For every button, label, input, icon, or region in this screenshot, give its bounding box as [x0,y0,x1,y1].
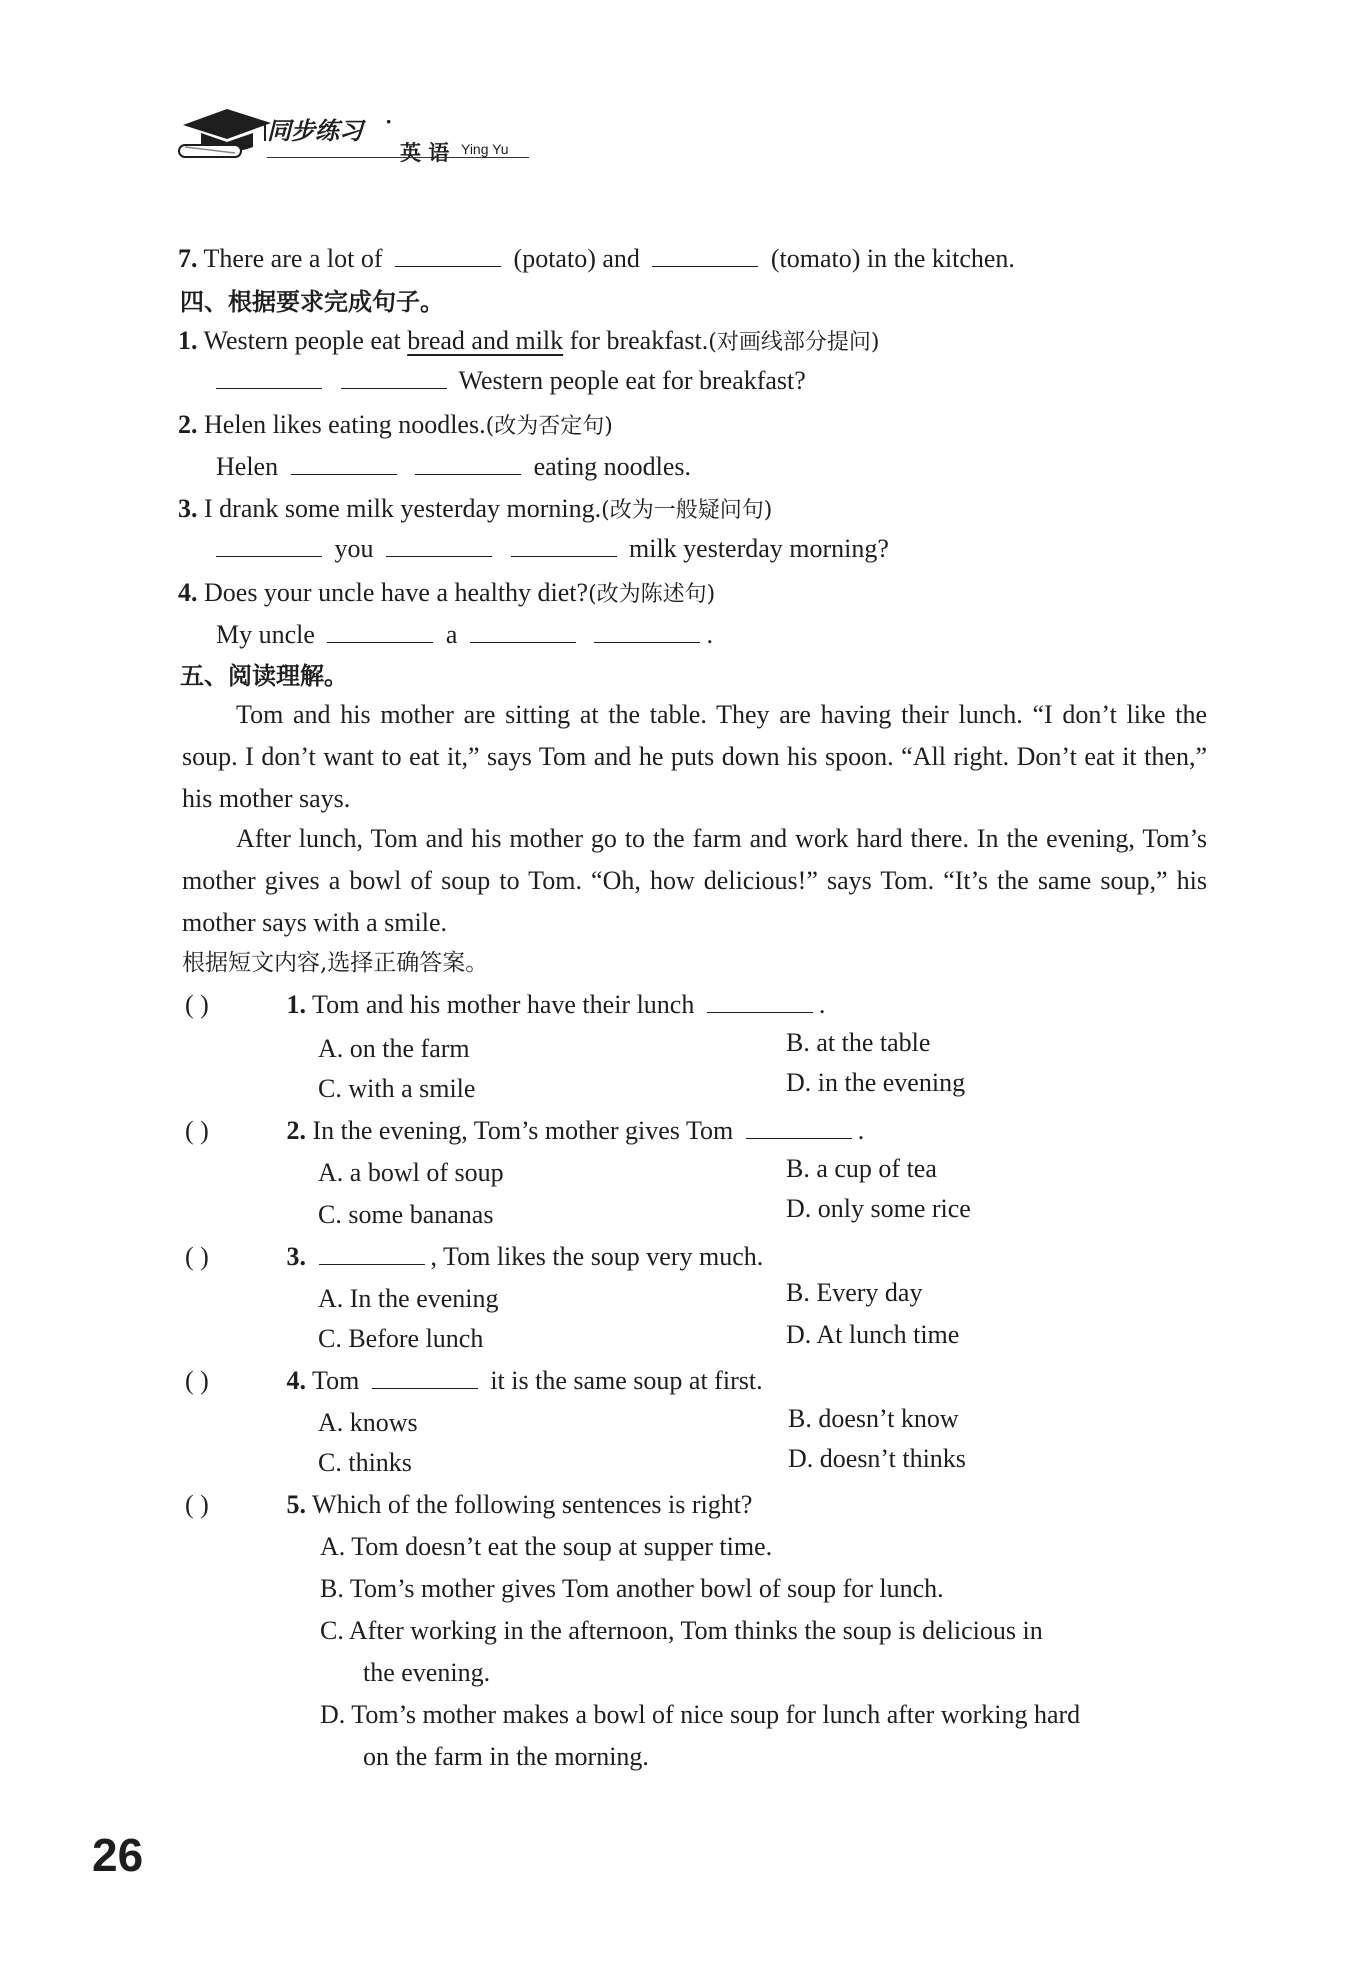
answer-blank[interactable] [511,538,617,557]
option-a[interactable]: A. In the evening [318,1284,499,1313]
answer-blank[interactable] [291,456,397,475]
stem-blank [319,1246,425,1265]
question-stem: . [857,1116,865,1145]
s4-answer-3 [210,536,889,562]
s4-item-4 [178,580,715,606]
answer-blank[interactable] [341,370,447,389]
question-stem: Which of the following sentences is right? [312,1490,753,1519]
stem-blank [372,1370,478,1389]
answer-text: Helen [216,452,279,481]
question-number: 5. [286,1490,306,1519]
option-c[interactable]: C. Before lunch [318,1324,484,1353]
answer-bracket[interactable]: ( ) [185,1366,209,1395]
question-text: (potato) and [513,244,640,273]
option-d[interactable]: D. At lunch time [786,1320,960,1349]
question-stem: , Tom likes the soup very much. [430,1242,764,1271]
subject-title: 英 语 [400,141,450,165]
graduation-cap-icon [175,95,275,167]
mc-question-4 [185,1368,763,1394]
s4-item-2 [178,412,613,438]
option-c-continued: the evening. [363,1658,491,1687]
option-a[interactable]: A. knows [318,1408,418,1437]
option-d[interactable]: D. only some rice [786,1194,971,1223]
answer-blank[interactable] [415,456,521,475]
question-number: 2. [178,410,198,439]
question-stem: . [818,990,826,1019]
option-c[interactable]: C. with a smile [318,1074,476,1103]
question-number: 1. [286,990,306,1019]
mc-question-2 [185,1118,864,1144]
reading-instruction: 根据短文内容,选择正确答案。 [182,950,489,976]
section-4-title: 四、根据要求完成句子。 [180,288,444,316]
question-text: Western people eat [203,326,401,355]
answer-text: My uncle [216,620,315,649]
answer-blank[interactable] [652,248,758,267]
s4-item-1 [178,328,879,354]
answer-blank[interactable] [594,624,700,643]
answer-blank[interactable] [216,538,322,557]
answer-blank[interactable] [470,624,576,643]
option-d[interactable]: D. in the evening [786,1068,966,1097]
s4-answer-4 [216,622,713,648]
option-d-continued: on the farm in the morning. [363,1742,649,1771]
question-number: 4. [286,1366,306,1395]
instruction-note: (改为陈述句) [588,582,716,607]
option-c[interactable]: C. some bananas [318,1200,494,1229]
mc-question-1 [185,992,825,1018]
option-a[interactable]: A. on the farm [318,1034,470,1063]
mc-question-3 [185,1244,763,1270]
question-text: There are a lot of [203,244,383,273]
page-number: 26 [92,1829,144,1881]
page-header [175,95,535,167]
question-text: I drank some milk yesterday morning. [204,494,602,523]
question-stem: Tom [312,1366,360,1395]
series-title: 同步练习 [267,117,363,145]
mc-question-5 [185,1492,752,1518]
question-number: 4. [178,578,198,607]
option-c[interactable]: C. thinks [318,1448,412,1477]
answer-text: eating noodles. [533,452,692,481]
section-5-title: 五、阅读理解。 [180,662,348,690]
reading-paragraph-2: After lunch, Tom and his mother go to the farm and work hard there. In the evening, Tom’s mother gives a bowl of soup to Tom. “Oh, how delicious!” says Tom. “It’s the same soup,” his mother says with a smile. [182,824,1207,937]
answer-blank[interactable] [386,538,492,557]
answer-text: Western people eat for breakfast? [458,366,806,395]
answer-blank[interactable] [395,248,501,267]
header-dot: · [385,109,393,134]
instruction-note: (改为否定句) [485,414,613,439]
option-a[interactable]: A. Tom doesn’t eat the soup at supper time. [320,1532,773,1561]
instruction-note: (改为一般疑问句) [601,498,773,523]
question-stem: Tom and his mother have their lunch [312,990,695,1019]
answer-blank[interactable] [327,624,433,643]
option-b[interactable]: B. doesn’t know [788,1404,959,1433]
s4-answer-2 [216,454,691,480]
subject-pinyin: Ying Yu [461,141,509,157]
answer-bracket[interactable]: ( ) [185,990,209,1019]
question-text: (tomato) in the kitchen. [770,244,1015,273]
underlined-phrase: bread and milk [407,326,564,355]
header-rule [267,157,529,158]
option-b[interactable]: B. Every day [786,1278,923,1307]
stem-blank [707,994,813,1013]
instruction-note: (对画线部分提问) [708,330,880,355]
option-c[interactable]: C. After working in the afternoon, Tom thinks the soup is delicious in [320,1616,1043,1645]
question-number: 1. [178,326,198,355]
option-d[interactable]: D. doesn’t thinks [788,1444,966,1473]
s4-answer-1 [210,368,806,394]
option-a[interactable]: A. a bowl of soup [318,1158,504,1187]
option-d[interactable]: D. Tom’s mother makes a bowl of nice soup for lunch after working hard [320,1700,1081,1729]
answer-text: . [706,620,713,649]
question-text: Helen likes eating noodles. [204,410,486,439]
option-b[interactable]: B. a cup of tea [786,1154,937,1183]
question-text: for breakfast. [569,326,709,355]
answer-bracket[interactable]: ( ) [185,1242,209,1271]
question-text: Does your uncle have a healthy diet? [204,578,589,607]
reading-paragraph-1: Tom and his mother are sitting at the table. They are having their lunch. “I don’t like the soup. I don’t want to eat it,” says Tom and he puts down his spoon. “All right. Don’t eat it then,” his mother says. [182,700,1207,813]
answer-text: you [334,534,374,563]
question-7 [178,246,1015,272]
option-b[interactable]: B. Tom’s mother gives Tom another bowl of soup for lunch. [320,1574,944,1603]
s4-item-3 [178,496,772,522]
question-number: 3. [286,1242,306,1271]
answer-text: a [445,620,458,649]
question-stem: it is the same soup at first. [490,1366,763,1395]
stem-blank [746,1120,852,1139]
answer-text: milk yesterday morning? [629,534,889,563]
answer-bracket[interactable]: ( ) [185,1490,209,1519]
answer-bracket[interactable]: ( ) [185,1116,209,1145]
question-stem: In the evening, Tom’s mother gives Tom [312,1116,734,1145]
option-b[interactable]: B. at the table [786,1028,931,1057]
answer-blank[interactable] [216,370,322,389]
question-number: 7. [178,244,198,273]
question-number: 2. [286,1116,306,1145]
question-number: 3. [178,494,198,523]
